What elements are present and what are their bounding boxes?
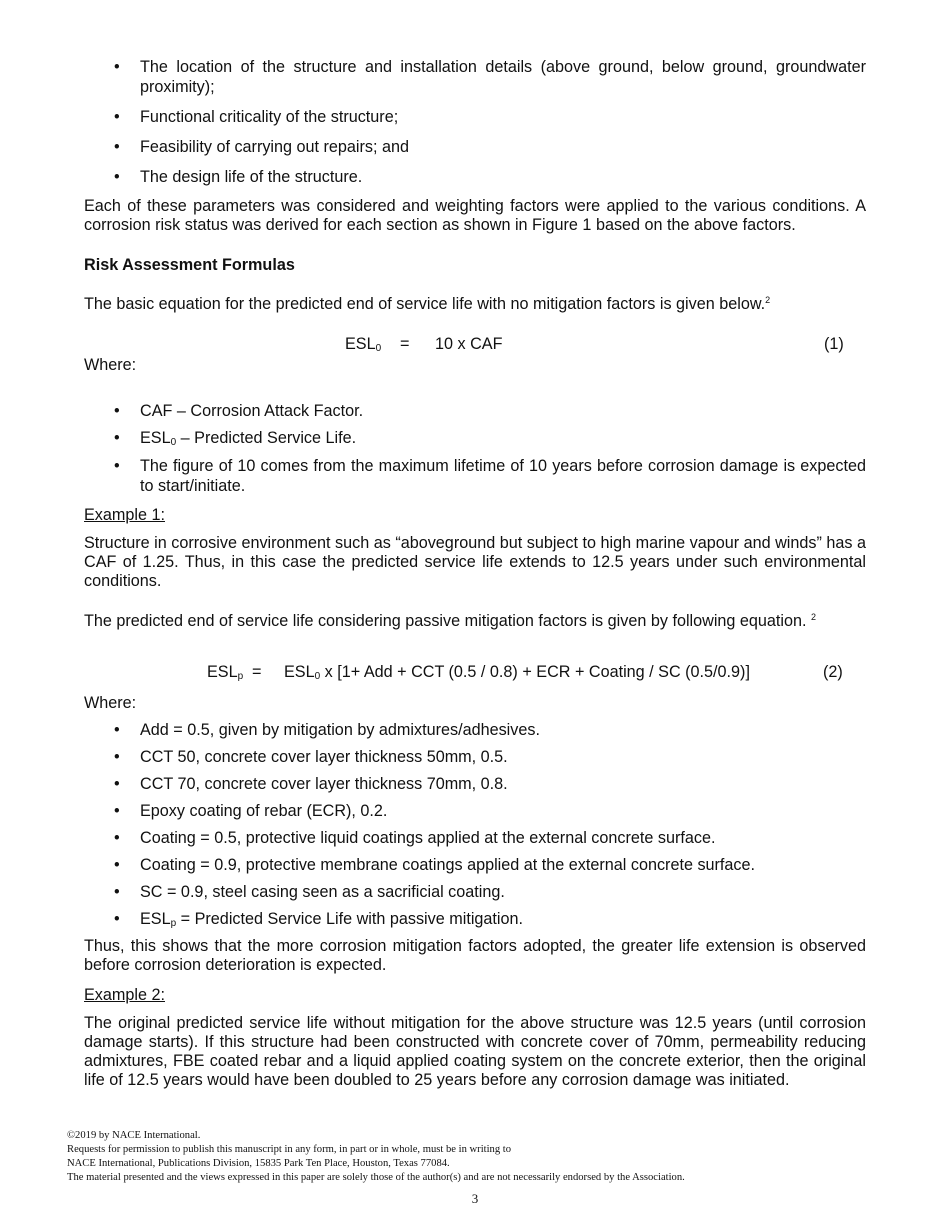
bullet-item bbox=[114, 775, 866, 795]
bullet-text: ESL bbox=[140, 910, 171, 928]
bullet-text: CCT 50, concrete cover layer thickness 50mm, 0.5. bbox=[140, 748, 508, 766]
equation-1-lhs bbox=[345, 335, 381, 354]
bullet-item bbox=[114, 457, 866, 496]
bullet-item bbox=[114, 138, 866, 158]
bullet-subscript: 0 bbox=[170, 437, 177, 448]
bullet-item bbox=[114, 748, 866, 768]
reference-mark: 2 bbox=[811, 612, 817, 622]
footer-address: NACE International, Publications Division, 15835 Park Ten Place, Houston, Texas 77084. bbox=[67, 1158, 450, 1169]
eq2-rhs-subscript: 0 bbox=[314, 671, 321, 682]
bullet-item bbox=[114, 910, 866, 930]
equation-1-rhs: 10 x CAF bbox=[435, 335, 503, 353]
bullet-dot: • bbox=[114, 775, 120, 793]
bullet-text: Feasibility of carrying out repairs; and bbox=[140, 138, 410, 156]
bullet-dot: • bbox=[114, 910, 120, 928]
bullet-dot: • bbox=[114, 108, 120, 126]
eq2-lhs-text: ESL bbox=[207, 663, 238, 681]
equation-1-number: (1) bbox=[824, 335, 844, 353]
equation-1-operator: = bbox=[400, 335, 410, 353]
bullet-text-suffix: = Predicted Service Life with passive mitigation. bbox=[176, 910, 524, 928]
example-2-text: The original predicted service life without mitigation for the above structure was 12.5 years (until corrosion damage starts). If this structure had been constructed with concrete cover of 70mm, permeability reducing admixtures, FBE coated rebar and a liquid applied coating system on the concrete exterior, then the original life of 12.5 years would have been doubled to 25 years before any corrosion damage was initiated. bbox=[84, 1014, 866, 1089]
page-number: 3 bbox=[471, 1191, 479, 1206]
bullet-text: ESL bbox=[140, 429, 171, 447]
footer-copyright: ©2019 by NACE International. bbox=[67, 1130, 201, 1141]
bullet-text: Coating = 0.9, protective membrane coatings applied at the external concrete surface. bbox=[140, 856, 756, 874]
bullet-dot: • bbox=[114, 58, 120, 76]
bullet-text: SC = 0.9, steel casing seen as a sacrificial coating. bbox=[140, 883, 505, 901]
bullet-text: The figure of 10 comes from the maximum lifetime of 10 years before corrosion damage is expected to start/initiate. bbox=[140, 457, 866, 495]
bullet-item bbox=[114, 108, 866, 128]
bullet-dot: • bbox=[114, 168, 120, 186]
bullet-item bbox=[114, 802, 866, 822]
bullet-dot: • bbox=[114, 748, 120, 766]
bullet-item bbox=[114, 429, 866, 449]
bullet-dot: • bbox=[114, 721, 120, 739]
eq2-lhs-subscript: p bbox=[237, 671, 244, 682]
bullet-item bbox=[114, 402, 866, 422]
paragraph-passive-text: The predicted end of service life considering passive mitigation factors is given by following equation. bbox=[84, 612, 807, 630]
bullet-dot: • bbox=[114, 856, 120, 874]
bullet-text: The location of the structure and installation details (above ground, below ground, groundwater proximity); bbox=[140, 58, 866, 96]
paragraph-passive-equation bbox=[84, 612, 866, 631]
equation-2-operator: = bbox=[252, 663, 262, 681]
section-heading: Risk Assessment Formulas bbox=[84, 256, 295, 274]
bullet-dot: • bbox=[114, 829, 120, 847]
eq2-rhs-text: ESL bbox=[284, 663, 315, 681]
bullet-text: Functional criticality of the structure; bbox=[140, 108, 399, 126]
bullet-item bbox=[114, 721, 866, 741]
bullet-text: CAF – Corrosion Attack Factor. bbox=[140, 402, 364, 420]
equation-2-number: (2) bbox=[823, 663, 843, 681]
paragraph-basic-text: The basic equation for the predicted end of service life with no mitigation factors is given below. bbox=[84, 295, 766, 313]
bullet-dot: • bbox=[114, 402, 120, 420]
paragraph-thus: Thus, this shows that the more corrosion mitigation factors adopted, the greater life extension is observed before corrosion deterioration is expected. bbox=[84, 937, 866, 974]
bullet-text: CCT 70, concrete cover layer thickness 70mm, 0.8. bbox=[140, 775, 508, 793]
bullet-dot: • bbox=[114, 138, 120, 156]
where-label-1: Where: bbox=[84, 356, 137, 374]
bullet-item bbox=[114, 58, 866, 97]
bullet-item bbox=[114, 883, 866, 903]
bullet-item bbox=[114, 856, 866, 876]
bullet-text: The design life of the structure. bbox=[140, 168, 363, 186]
bullet-dot: • bbox=[114, 457, 120, 475]
paragraph-parameters: Each of these parameters was considered and weighting factors were applied to the various conditions. A corrosion risk status was derived for each section as shown in Figure 1 based on the above factors. bbox=[84, 197, 866, 234]
eq1-lhs-subscript: 0 bbox=[375, 343, 382, 354]
footer-permission: Requests for permission to publish this manuscript in any form, in part or in whole, must be in writing to bbox=[67, 1144, 512, 1155]
bullet-text: Coating = 0.5, protective liquid coatings applied at the external concrete surface. bbox=[140, 829, 716, 847]
bullet-text-suffix: – Predicted Service Life. bbox=[176, 429, 357, 447]
example-2-label: Example 2: bbox=[84, 986, 165, 1004]
footer-disclaimer: The material presented and the views expressed in this paper are solely those of the author(s) and are not necessarily endorsed by the Association. bbox=[67, 1172, 685, 1183]
bullet-subscript: p bbox=[170, 918, 177, 929]
equation-2-rhs bbox=[284, 663, 750, 682]
bullet-item bbox=[114, 829, 866, 849]
bullet-text: Add = 0.5, given by mitigation by admixtures/adhesives. bbox=[140, 721, 540, 739]
bullet-dot: • bbox=[114, 883, 120, 901]
reference-mark: 2 bbox=[765, 295, 771, 305]
bullet-dot: • bbox=[114, 802, 120, 820]
bullet-item bbox=[114, 168, 866, 188]
equation-2-lhs bbox=[207, 663, 243, 682]
example-1-label: Example 1: bbox=[84, 506, 165, 524]
eq2-rhs-expression: x [1+ Add + CCT (0.5 / 0.8) + ECR + Coating / SC (0.5/0.9)] bbox=[320, 663, 750, 681]
paragraph-basic-equation bbox=[84, 295, 866, 314]
where-label-2: Where: bbox=[84, 694, 137, 712]
bullet-dot: • bbox=[114, 429, 120, 447]
example-1-text: Structure in corrosive environment such as “aboveground but subject to high marine vapour and winds” has a CAF of 1.25. Thus, in this case the predicted service life extends to 12.5 years under such environmental conditions. bbox=[84, 534, 866, 590]
eq1-lhs-text: ESL bbox=[345, 335, 376, 353]
bullet-text: Epoxy coating of rebar (ECR), 0.2. bbox=[140, 802, 388, 820]
